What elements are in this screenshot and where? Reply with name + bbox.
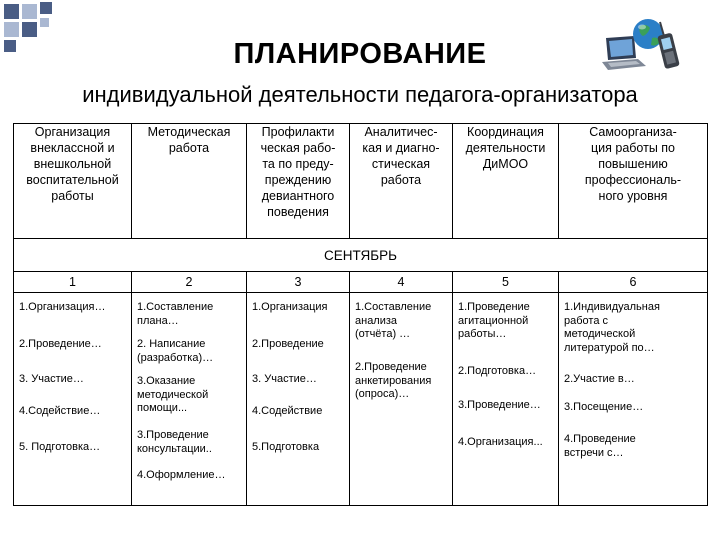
list-item: 2.Подготовка… [458,365,537,377]
column-header [559,124,708,239]
list-item: 1.Составление плана… [137,301,214,327]
list-item: 5. Подготовка… [19,441,101,453]
header-text: Организация внеклассной и внешкольной воспитательной работы [26,125,119,203]
list-item: 3.Проведение консультации.. [137,429,212,455]
decor-square [22,22,37,37]
list-item: 1.Составление анализа (отчёта) … [355,301,432,340]
month-label: СЕНТЯБРЬ [14,239,708,272]
decor-square [4,4,19,19]
decor-square [22,4,37,19]
column-header [453,124,559,239]
column-header [350,124,453,239]
column-number: 6 [559,272,708,293]
month-row [14,239,708,272]
logo-illustration [598,14,684,78]
list-item: 4.Содействие [252,405,323,417]
header-text: Самоорганиза- ция работы по повышению профессиональ- ного уровня [584,125,682,203]
page-subtitle: индивидуальной деятельности педагога-организатора [82,82,638,107]
list-item: 2. Написание (разработка)… [137,338,214,364]
list-item: 1.Проведение агитационной работы… [458,301,530,340]
column-5-items [453,293,559,506]
list-item: 3.Проведение… [458,399,541,411]
column-header [132,124,247,239]
column-number: 1 [14,272,132,293]
header-row [14,124,708,239]
column-header [14,124,132,239]
number-row [14,272,708,293]
list-item: 4.Оформление… [137,469,226,481]
list-item: 1.Организация [252,301,328,313]
column-6-items [559,293,708,506]
header-text: Профилакти ческая рабо- та по преду- преждению девиантного поведения [260,125,336,219]
list-item: 2.Проведение… [19,338,102,350]
list-item: 3.Посещение… [564,401,644,413]
column-number: 5 [453,272,559,293]
list-item: 4.Организация... [458,436,543,448]
decor-square [4,22,19,37]
header-text: Аналитичес- кая и диагно- стическая работа [362,125,440,187]
list-item: 4.Содействие… [19,405,101,417]
list-item: 5.Подготовка [252,441,320,453]
header-text: Методическая работа [147,125,231,155]
column-number: 4 [350,272,453,293]
list-item: 1.Организация… [19,301,106,313]
plan-table [13,123,708,506]
column-4-items [350,293,453,506]
page-title: ПЛАНИРОВАНИЕ [233,38,487,70]
decor-square [40,18,49,27]
column-number: 2 [132,272,247,293]
column-header [247,124,350,239]
list-item: 3.Оказание методической помощи... [137,375,209,414]
decor-square [40,2,52,14]
list-item: 3. Участие… [252,373,317,385]
list-item: 3. Участие… [19,373,84,385]
list-item: 2.Участие в… [564,373,635,385]
list-item: 1.Индивидуальная работа с методической литературой по… [564,301,660,354]
column-3-items [247,293,350,506]
content-row [14,293,708,506]
globe-icon [633,19,663,49]
list-item: 4.Проведение встречи с… [564,433,636,459]
list-item: 2.Проведение [252,338,324,350]
list-item: 2.Проведение анкетирования (опроса)… [355,361,432,400]
column-2-items [132,293,247,506]
column-number: 3 [247,272,350,293]
column-1-items [14,293,132,506]
header-text: Координация деятельности ДиМОО [465,125,546,171]
